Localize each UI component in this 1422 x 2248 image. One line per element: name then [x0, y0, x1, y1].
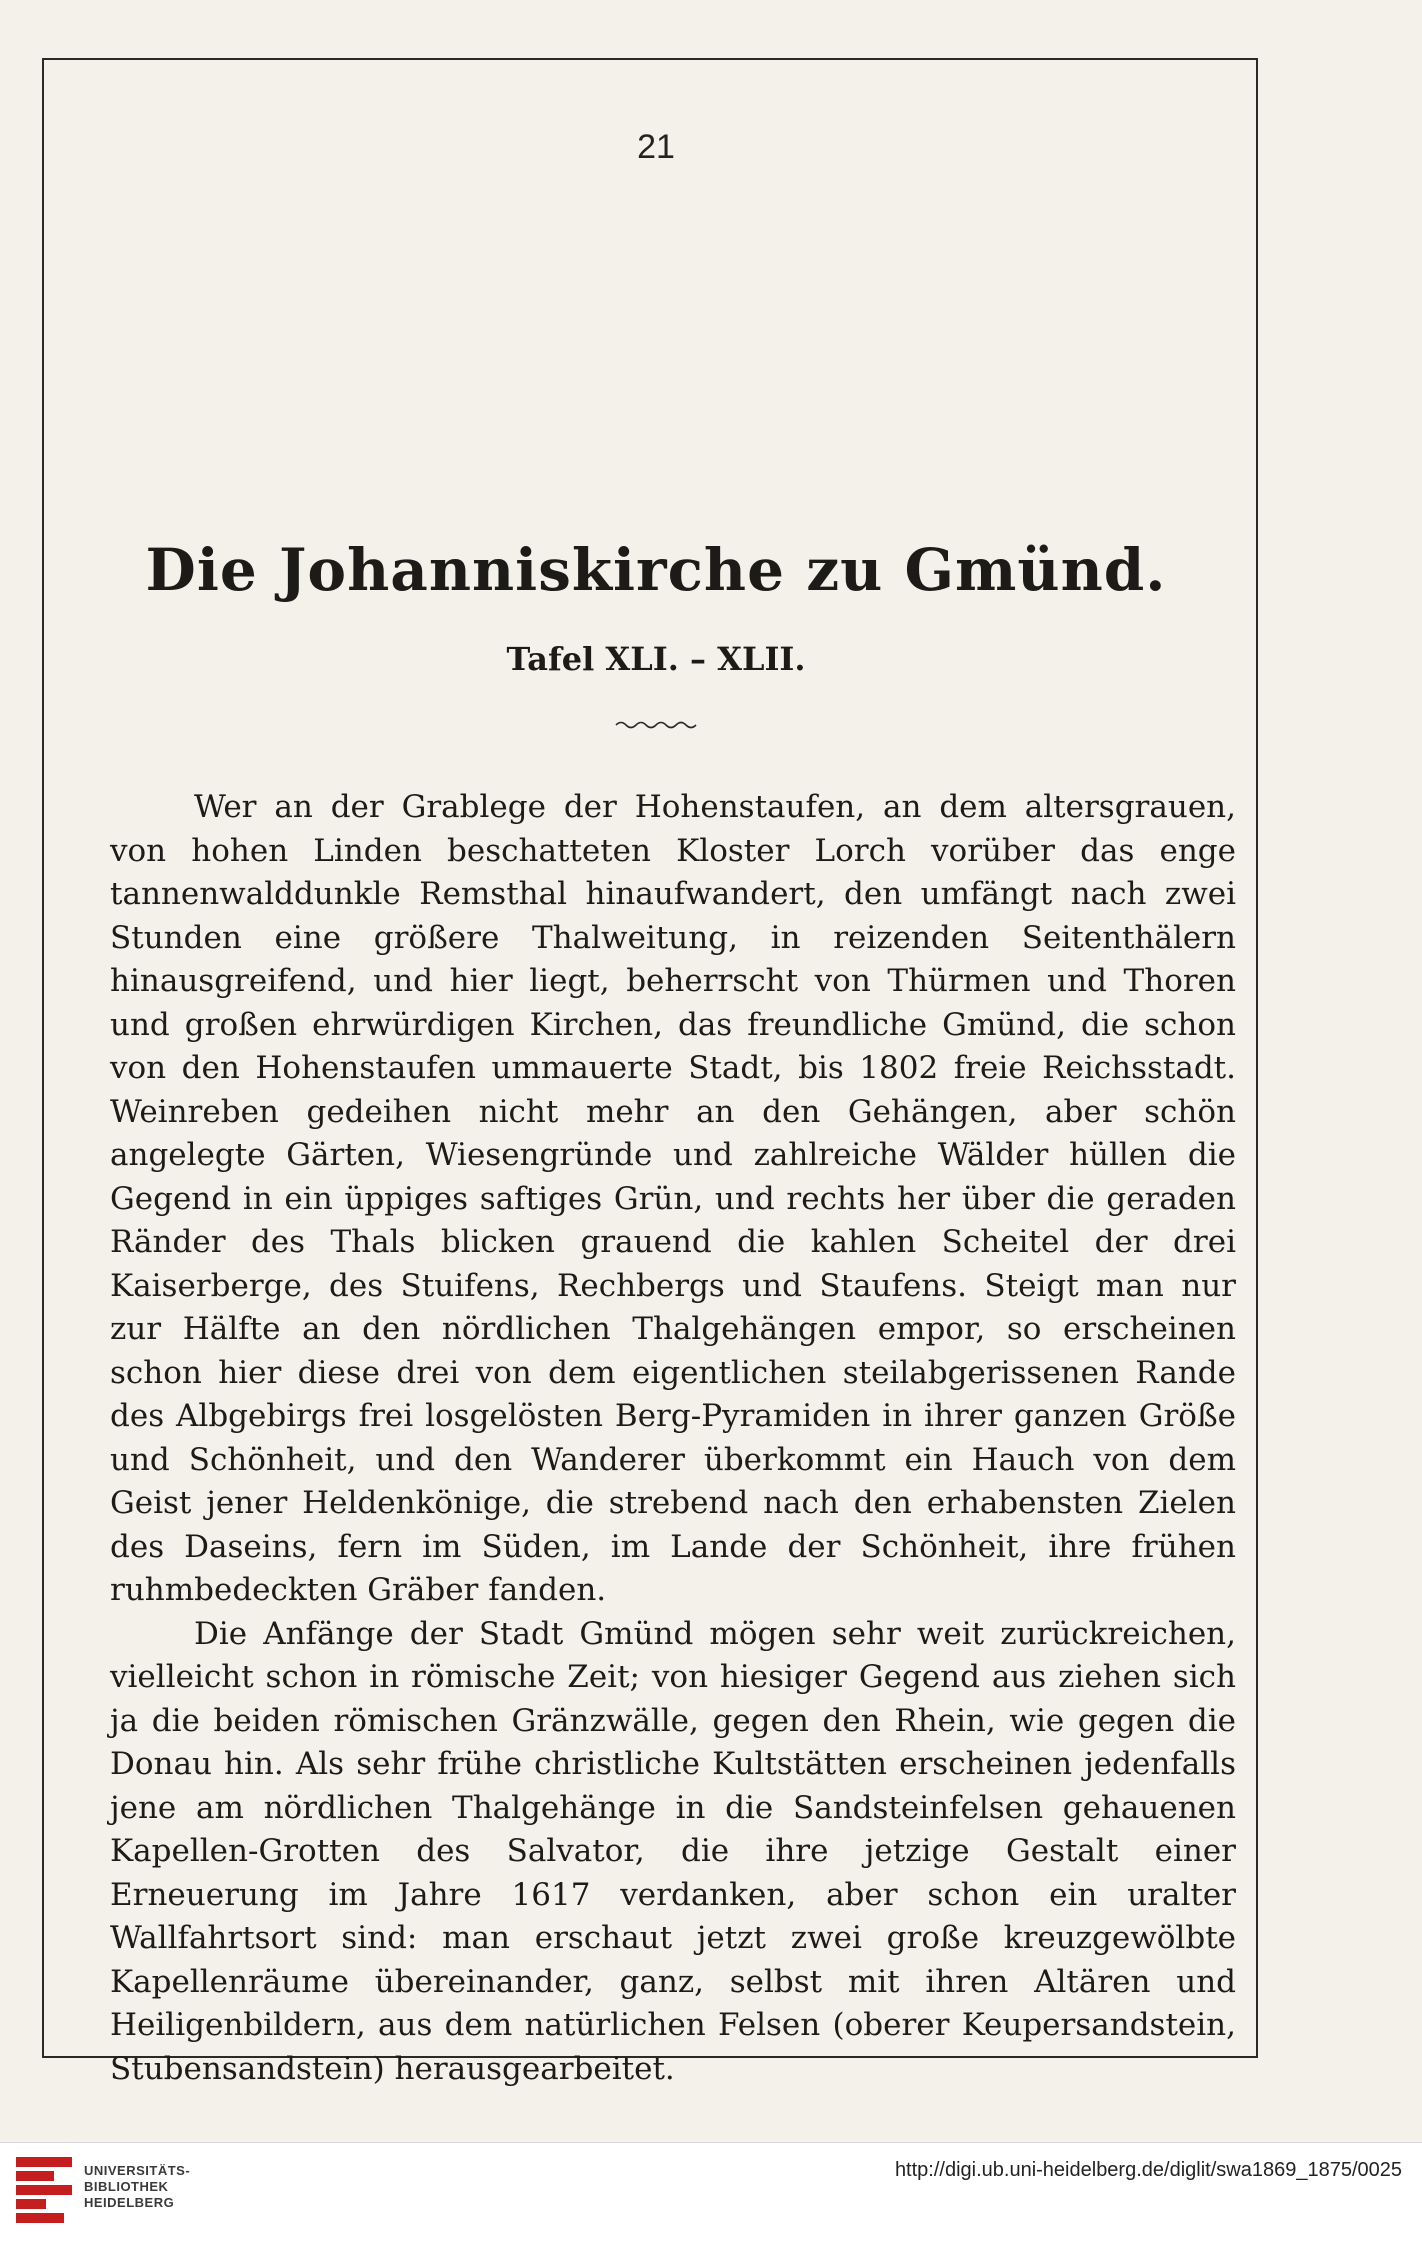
- library-name-line: HEIDELBERG: [84, 2195, 175, 2210]
- page-number: 21: [637, 128, 675, 166]
- library-name-line: UNIVERSITÄTS-: [84, 2163, 191, 2178]
- page-title: Die Johanniskirche zu Gmünd.: [145, 536, 1167, 604]
- university-library-logo[interactable]: [12, 2151, 76, 2231]
- paragraph: Wer an der Grablege der Hohenstaufen, an dem altersgrauen, von hohen Linden beschatteten Kloster Lorch vorüber das enge tannenwalddunkle Remsthal hinaufwandert, den umfängt nach zwei Stunden eine größere Thalweitung, in reizenden Seitenthälern hinausgreifend, und hier liegt, beherrscht von Thürmen und Thoren und großen ehrwürdigen Kirchen, das freundliche Gmünd, die schon von den Hohenstaufen ummauerte Stadt, bis 1802 freie Reichsstadt. Weinreben gedeihen nicht mehr an den Gehängen, aber schön angelegte Gärten, Wiesengründe und zahlreiche Wälder hüllen die Gegend in ein üppiges saftiges Grün, und rechts her über die geraden Ränder des Thals blicken grauend die kahlen Scheitel der drei Kaiserberge, des Stuifens, Rechbergs und Staufens. Steigt man nur zur Hälfte an den nördlichen Thalgehängen empor, so erscheinen schon hier diese drei von dem eigentlichen steilabgerissenen Rande des Albgebirgs frei losgelösten Berg-Pyramiden in ihrer ganzen Größe und Schönheit, und den Wanderer überkommt ein Hauch von dem Geist jener Heldenkönige, die strebend nach den erhabensten Zielen des Daseins, fern im Süden, im Lande der Schönheit, ihre frühen ruhmbedeckten Gräber fanden.: [110, 789, 1236, 1608]
- plate-reference: Tafel XLI. – XLII.: [506, 640, 806, 678]
- body-text: [110, 786, 1236, 2091]
- viewer-footer: [0, 2142, 1422, 2248]
- source-url-link[interactable]: http://digi.ub.uni-heidelberg.de/diglit/swa1869_1875/0025: [894, 2159, 1402, 2181]
- library-name: [84, 2163, 190, 2211]
- wavy-divider-ornament: [614, 718, 698, 732]
- paragraph: Die Anfänge der Stadt Gmünd mögen sehr weit zurückreichen, vielleicht schon in römische Zeit; von hiesiger Gegend aus ziehen sich ja die beiden römischen Gränzwälle, gegen den Rhein, wie gegen die Donau hin. Als sehr frühe christliche Kultstätten erscheinen jedenfalls jene am nördlichen Thalgehänge in die Sandsteinfelsen gehauenen Kapellen-Grotten des Salvator, die ihre jetzige Gestalt einer Erneuerung im Jahre 1617 verdanken, aber schon ein uralter Wallfahrtsort sind: man erschaut jetzt zwei große kreuzgewölbte Kapellenräume übereinander, ganz, selbst mit ihren Altären und Heiligenbildern, aus dem natürlichen Felsen (oberer Keupersandstein, Stubensandstein) herausgearbeitet.: [110, 1615, 1236, 2087]
- library-name-line: BIBLIOTHEK: [84, 2179, 169, 2194]
